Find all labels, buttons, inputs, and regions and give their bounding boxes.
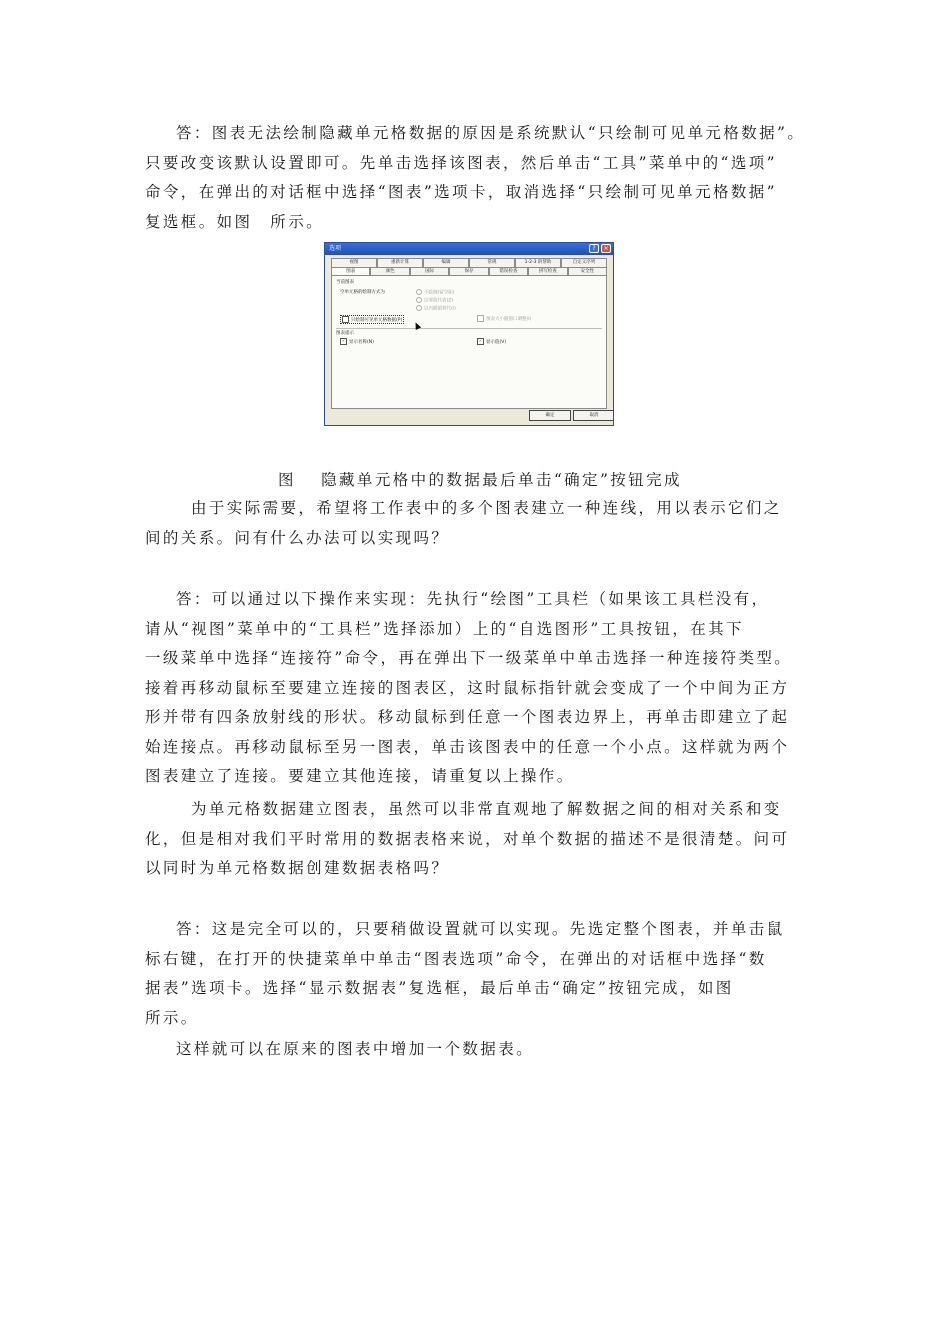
chart-tab-panel <box>331 275 607 409</box>
tab-view[interactable]: 视图 <box>331 258 377 267</box>
checkbox-icon <box>342 316 349 323</box>
radio-not-plotted[interactable] <box>416 289 455 296</box>
checkbox-label: 显示值(V) <box>486 340 507 345</box>
text-line: 复选框。如图 所示。 <box>145 212 325 231</box>
tab-calculation[interactable]: 重新计算 <box>377 258 423 267</box>
figure-caption: 图 隐藏单元格中的数据最后单击“确定”按钮完成 <box>278 471 682 489</box>
text-line: 接着再移动鼠标至要建立连接的图表区，这时鼠标指针就会变成了一个中间为正方 <box>145 678 790 697</box>
ok-button[interactable]: 确定 <box>529 410 571 421</box>
text-line: 标右键，在打开的快捷菜单中单击“图表选项”命令，在弹出的对话框中选择“数 <box>145 949 767 968</box>
paragraph-question-3 <box>145 795 810 884</box>
paragraph-question-2 <box>145 494 810 553</box>
text-line: 所示。 <box>145 1008 199 1027</box>
show-values-checkbox[interactable] <box>477 338 506 345</box>
empty-cell-label: 空单元格的绘制方式为 <box>340 290 385 295</box>
text-line: 间的关系。问有什么办法可以实现吗？ <box>145 528 450 547</box>
paragraph-answer-3 <box>145 915 810 1033</box>
paragraph-answer-2 <box>145 585 810 792</box>
text-line: 始连接点。再移动鼠标至另一图表，单击该图表中的任意一个小点。这样就为两个 <box>145 737 790 756</box>
text-line: 化，但是相对我们平时常用的数据表格来说，对单个数据的描述不是很清楚。问可 <box>145 829 790 848</box>
checkbox-icon <box>477 315 484 322</box>
radio-label: 以零值代表(Z) <box>424 298 454 304</box>
text-line: 以同时为单元格数据创建数据表格吗？ <box>145 859 450 877</box>
radio-icon <box>416 305 422 311</box>
plot-visible-only-checkbox[interactable] <box>340 315 404 324</box>
tab-save[interactable]: 保存 <box>449 267 488 276</box>
radio-icon <box>416 297 422 303</box>
dialog-title: 选项 <box>329 245 342 252</box>
tab-color[interactable]: 颜色 <box>370 267 409 276</box>
tab-custom-lists[interactable]: 自定义序列 <box>561 258 607 267</box>
radio-zero[interactable] <box>416 297 453 304</box>
divider <box>336 328 602 329</box>
tab-chart[interactable]: 图表 <box>331 267 370 276</box>
paragraph-answer-1 <box>145 119 810 237</box>
text-line: 一级菜单中选择“连接符”命令，再在弹出下一级菜单中单击选择一种连接符类型。 <box>145 649 793 667</box>
show-names-checkbox[interactable] <box>340 338 374 345</box>
size-with-window-checkbox[interactable] <box>477 315 531 322</box>
text-line: 据表”选项卡。选择“显示数据表”复选框，最后单击“确定”按钮完成，如图 <box>145 979 734 997</box>
tab-general[interactable]: 常规 <box>469 258 515 267</box>
dialog-titlebar <box>325 243 613 255</box>
radio-interpolated[interactable] <box>416 305 456 312</box>
radio-label: 以内插值替代(I) <box>424 306 456 312</box>
radio-label: 不绘制(留空距) <box>424 290 455 296</box>
options-dialog-screenshot <box>324 242 614 426</box>
close-icon[interactable]: × <box>601 244 611 253</box>
checkbox-label: 显示名称(N) <box>349 340 374 345</box>
text-line: 请从“视图”菜单中的“工具栏”选择添加）上的“自选图形”工具按钮，在其下 <box>145 619 744 638</box>
checkmark-icon: ✓ <box>341 338 346 343</box>
tab-edit[interactable]: 编辑 <box>423 258 469 267</box>
tab-row-upper <box>331 258 607 267</box>
tab-lotus-help[interactable]: 1-2-3 的帮助 <box>515 258 561 267</box>
text-line: 图表建立了连接。要建立其他连接，请重复以上操作。 <box>145 767 575 785</box>
text-line: 答：这是完全可以的，只要稍做设置就可以实现。先选定整个图表，并单击鼠 <box>176 920 785 938</box>
tab-international[interactable]: 国际 <box>410 267 449 276</box>
text-line: 答：图表无法绘制隐藏单元格数据的原因是系统默认“只绘制可见单元格数据”。 <box>176 124 806 142</box>
tab-security[interactable]: 安全性 <box>568 267 607 276</box>
section-active-chart: 当前图表 <box>336 280 354 285</box>
paragraph-closing <box>145 1035 810 1065</box>
text-line: 命令，在弹出的对话框中选择“图表”选项卡，取消选择“只绘制可见单元格数据” <box>145 183 777 201</box>
section-chart-tips: 图表提示 <box>336 331 354 336</box>
tab-spelling[interactable]: 拼写检查 <box>528 267 567 276</box>
text-line: 这样就可以在原来的图表中增加一个数据表。 <box>176 1040 535 1058</box>
text-line: 形并带有四条放射线的形状。移动鼠标到任意一个图表边界上，再单击即建立了起 <box>145 708 790 726</box>
checkbox-label: 只绘制可见单元格数据(P) <box>351 318 403 323</box>
checkbox-label: 图表大小随窗口调整(I) <box>486 317 532 322</box>
text-line: 为单元格数据建立图表，虽然可以非常直观地了解数据之间的相对关系和变 <box>191 800 782 818</box>
text-line: 只要改变该默认设置即可。先单击选择该图表，然后单击“工具”菜单中的“选项” <box>145 153 777 172</box>
text-line: 由于实际需要，希望将工作表中的多个图表建立一种连线，用以表示它们之 <box>191 499 782 517</box>
text-line: 答：可以通过以下操作来实现：先执行“绘图”工具栏（如果该工具栏没有， <box>176 590 770 608</box>
help-icon[interactable]: ? <box>589 244 599 253</box>
checkmark-icon: ✓ <box>478 338 483 343</box>
radio-icon <box>416 289 422 295</box>
cancel-button[interactable]: 取消 <box>573 410 614 421</box>
tab-error-checking[interactable]: 错误检查 <box>489 267 528 276</box>
